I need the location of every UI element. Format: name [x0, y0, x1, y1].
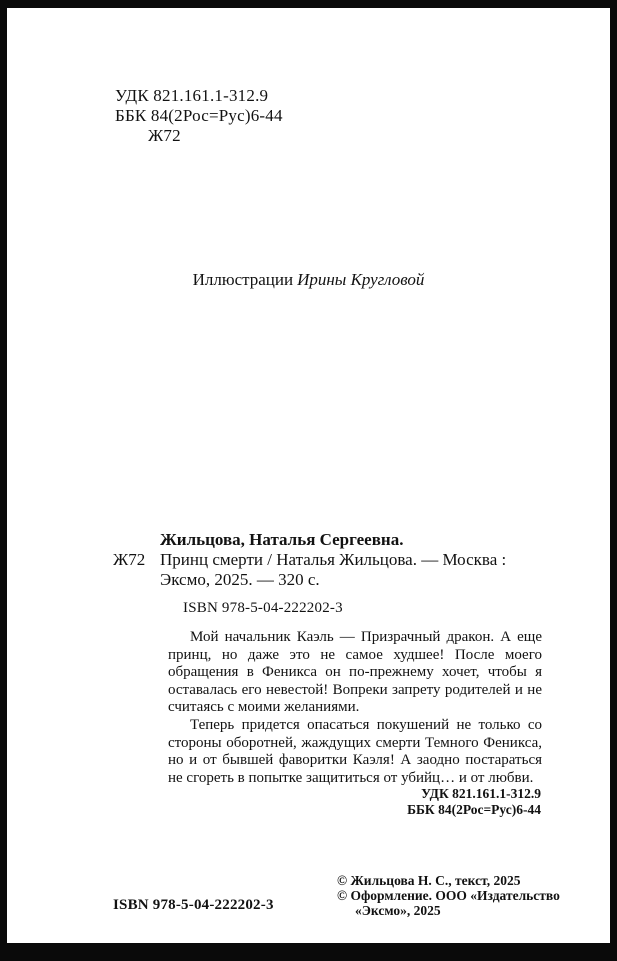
- catalog-title-line-1: Принц смерти / Наталья Жильцова. — Москва :: [160, 550, 507, 569]
- bbk-code-bottom: ББК 84(2Рос=Рус)6-44: [407, 802, 541, 817]
- udk-code: УДК 821.161.1-312.9: [115, 86, 269, 105]
- catalog-author: Жильцова, Наталья Сергеевна.: [160, 530, 404, 549]
- copyright-text-line: © Жильцова Н. С., текст, 2025: [337, 873, 521, 888]
- top-bibliographic-codes: [115, 86, 283, 146]
- annotation-paragraph-1: Мой начальник Каэль — Призрачный дракон. А еще принц, но даже это не самое худшее! После моего обращения в Феникса он по-прежнему хочет, чтобы я оставалась его невестой! Вопреки запрету родителей и не считаясь с моими желаниями.: [168, 629, 542, 716]
- bottom-bibliographic-codes: [407, 786, 541, 818]
- bbk-code: ББК 84(2Рос=Рус)6-44: [115, 106, 283, 125]
- catalog-index: Ж72: [113, 550, 146, 569]
- author-sign-code: Ж72: [148, 126, 181, 145]
- catalog-title: [160, 550, 580, 589]
- annotation: [168, 629, 542, 787]
- copyright-design-line-wrap: «Эксмо», 2025: [355, 903, 441, 918]
- catalog-title-line-2: Эксмо, 2025. — 320 с.: [160, 569, 320, 589]
- copyright-block: [337, 873, 560, 918]
- isbn-footer: ISBN 978-5-04-222202-3: [113, 897, 274, 913]
- isbn-catalog: ISBN 978-5-04-222202-3: [183, 600, 343, 616]
- copyright-design-line: © Оформление. ООО «Издательство: [337, 888, 560, 903]
- udk-code-bottom: УДК 821.161.1-312.9: [421, 786, 541, 801]
- illustrations-credit: [0, 270, 617, 290]
- illustrator-name: Ирины Кругловой: [297, 270, 425, 289]
- annotation-paragraph-2: Теперь придется опасаться покушений не только со стороны оборотней, жаждущих смерти Темного Феникса, но и от бывшей фаворитки Каэля! А заодно постараться не сгореть в попытке защититься от убийц… и от любви.: [168, 716, 542, 786]
- illustrations-label: Иллюстрации: [192, 270, 294, 289]
